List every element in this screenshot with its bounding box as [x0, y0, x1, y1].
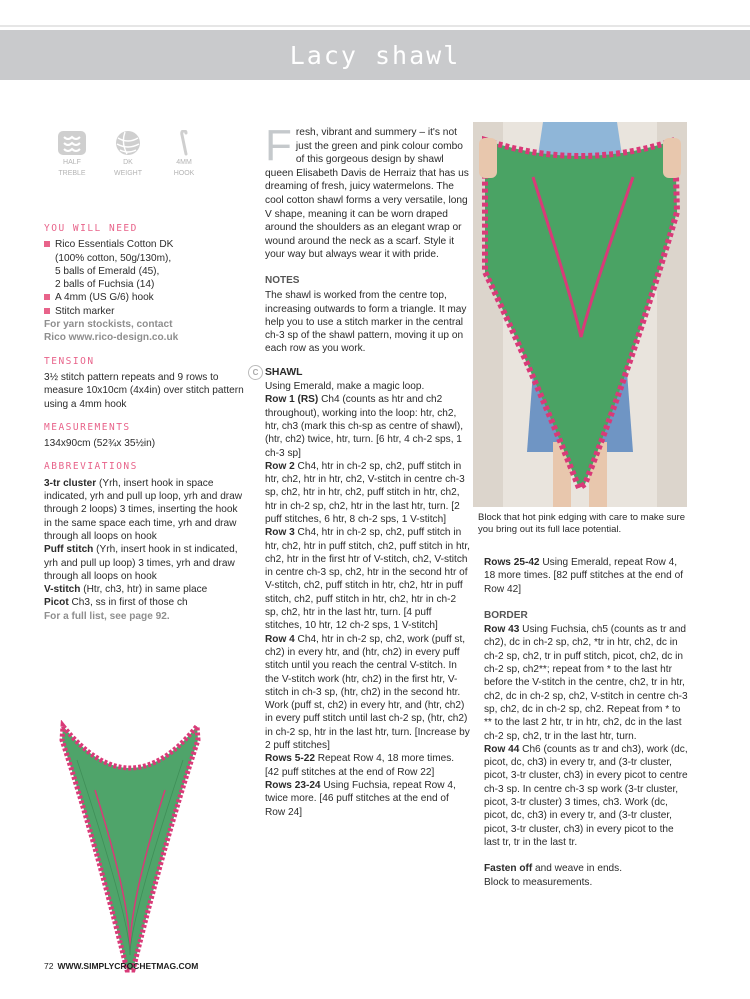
row-4: Row 4 Ch4, htr in ch-2 sp, ch2, work (puff st, ch2) in every htr, and (htr, ch2) in every puff stitch until you reach the central V-stitch. In the V-stitch work (htr, ch2) in the first htr, V-stitch in ch-3 sp, (htr, ch2) in the second htr. Work (puff st, ch2) in every htr, and (htr, ch2) in every puff stitch until last ch-2 sp, (htr, ch2) in ch-2 sp, htr in the last htr, turn. [Increase by 2 puff stitches] [265, 633, 470, 752]
page-number: 72 [44, 961, 54, 971]
materials-yarn-fuchsia: 2 balls of Fuchsia (14) [55, 279, 155, 291]
badge-label: WEIGHT [114, 170, 142, 177]
badge-row [48, 130, 208, 188]
title-band [0, 30, 750, 80]
stockists-line: For yarn stockists, contact [44, 319, 173, 331]
badge-label: HOOK [173, 170, 195, 177]
row-3: Row 3 Ch4, htr in ch-2 sp, ch2, puff stitch in htr, ch2, htr in puff stitch, ch2, puff stitch in htr, ch2, htr in the first htr of V-stitch, ch2, V-stitch in centre ch-3 sp, ch2, htr in the second htr of V-stitch, ch2, puff stitch in htr, ch2, htr in puff stitch, ch2, puff stitch in htr, ch2, htr in ch-2 sp, ch2, htr in the last htr, turn. [4 puff stitches, 10 htr, 12 ch-2 sps, 1 V-stitch] [265, 527, 470, 632]
model-photo-art [473, 122, 687, 507]
flat-shawl-image [55, 720, 205, 980]
measurements-text: 134x90cm (52¾x 35½in) [44, 438, 156, 450]
middle-column [252, 121, 470, 819]
materials-item [44, 238, 244, 291]
notes-text: The shawl is worked from the centre top, increasing outwards to form a triangle. It may help you to use a stitch marker in the central ch-3 sp of the shawl pattern, moving it up on each row as you work. [265, 290, 467, 355]
drop-cap: F [265, 121, 292, 170]
top-rule [0, 25, 750, 27]
hook-stitch-icon [57, 130, 87, 156]
measurements-heading: MEASUREMENTS [44, 421, 131, 433]
rows-25-42: Rows 25-42 Using Emerald, repeat Row 4, 18 more times. [82 puff stitches at the end of Row 42] [484, 557, 683, 595]
badge-label: DK [123, 159, 133, 166]
model-photo [473, 122, 687, 507]
badge-label: HALF [63, 159, 81, 166]
bullet-square-icon [44, 241, 50, 247]
materials-yarn: Rico Essentials Cotton DK [55, 239, 174, 251]
badge-4mm-hook [160, 130, 208, 188]
shawl-start: Using Emerald, make a magic loop. [265, 381, 425, 393]
row-1: Row 1 (RS) Ch4 (counts as htr and ch2 throughout), working into the loop: htr, ch2, htr, ch3 (mark this ch-sp as centre of shawl), (htr, ch2) twice, htr, turn. [6 htr, 4 ch-2 sps, 1 ch-3 sp] [265, 394, 464, 459]
crochet-hook-icon [169, 130, 199, 156]
abbr-item: Puff stitch (Yrh, insert hook in st indicated, yrh and pull up loop) 3 times, yrh and draw through all loops on hook [44, 544, 238, 582]
materials-yarn-detail: (100% cotton, 50g/130m), [55, 252, 172, 264]
right-column [484, 556, 690, 889]
materials-yarn-emerald: 5 balls of Emerald (45), [55, 265, 160, 277]
page-title: Lacy shawl [289, 40, 461, 70]
you-will-need-heading: YOU WILL NEED [44, 223, 138, 234]
intro-paragraph: Fresh, vibrant and summery – it's not just the green and pink colour combo of this gorgeous design by shawl queen Elisabeth Davis de Herraiz that has us dreaming of fresh, juicy watermelons. The cool cotton shawl forms a very versatile, long V shape, meaning it can be worn draped around the shoulders as an elegant wrap or wound around the neck as a scarf. Style it your way but always wear it with pride. [265, 121, 469, 261]
materials-item [44, 305, 244, 318]
full-list-link[interactable]: For a full list, see page 92. [44, 610, 170, 622]
photo-caption: Block that hot pink edging with care to make sure you bring out its full lace potential. [478, 512, 686, 535]
shawl-heading: C SHAWL [265, 366, 470, 379]
badge-label: 4MM [176, 159, 192, 166]
footer-url[interactable]: WWW.SIMPLYCROCHETMAG.COM [57, 961, 199, 971]
badge-label: TREBLE [58, 170, 86, 177]
row-43: Row 43 Using Fuchsia, ch5 (counts as tr and ch2), dc in ch-2 sp, ch2, *tr in htr, ch2, dc in ch-2 sp, ch2, tr in puff stitch, picot, ch2, dc in ch-2 sp, ch2**; repeat from * to the last htr before the V-stitch in the centre, ch2, tr in htr, ch2, dc in ch-2 sp, ch2, V-stitch in centre ch-3 sp, ch2, dc in ch-2 sp, ch2. Repeat from * to ** to the last 2 htr, tr in htr, ch2, dc in the last ch-2 sp, ch2, tr in the last htr, turn. [484, 624, 688, 742]
tension-text: 3½ stitch pattern repeats and 9 rows to measure 10x10cm (4x4in) over stitch pattern using a 4mm hook [44, 371, 244, 410]
rows-23-24: Rows 23-24 Using Fuchsia, repeat Row 4, twice more. [46 puff stitches at the end of Row 24] [265, 779, 456, 818]
page-footer [44, 961, 198, 971]
crochet-symbol-icon: C [248, 365, 263, 380]
abbr-item: 3-tr cluster (Yrh, insert hook in space indicated, yrh and pull up loop, yrh and draw through 2 loops) 3 times, inserting the hook in the same space each time, yrh and draw through all loops on hook [44, 477, 243, 542]
tension-heading: TENSION [44, 355, 95, 367]
abbreviations-list [44, 477, 244, 623]
badge-half-treble [48, 130, 96, 188]
row-44: Row 44 Ch6 (counts as tr and ch3), work (dc, picot, dc, ch3) in every tr, and (3-tr cluster, picot, 3-tr cluster, ch3) in every picot to centre ch-3 sp. In centre ch-3 sp work (3-tr cluster, picot, 3-tr cluster) 3 times, ch3. Work (dc, picot, dc, ch3) in every tr, and (3-tr cluster, picot, 3-tr cluster, ch3) in every picot to the last tr, tr in the last tr. [484, 743, 688, 848]
fasten-off: Fasten off and weave in ends. [484, 863, 623, 875]
badge-dk-weight [104, 130, 152, 188]
bullet-square-icon [44, 308, 50, 314]
rows-5-22: Rows 5-22 Repeat Row 4, 18 more times. [42 puff stitches at the end of Row 22] [265, 753, 455, 778]
abbreviations-heading: ABBREVIATIONS [44, 461, 138, 473]
row-2: Row 2 Ch4, htr in ch-2 sp, ch2, puff stitch in htr, ch2, htr in htr, ch2, V-stitch in centre ch-3 sp, ch2, htr in htr, ch2, puff stitch in htr, ch2, htr in ch-2 sp, ch2, htr in the last htr, turn. [2 puff stitches, 6 htr, 8 ch-2 sps, 1 V-stitch] [265, 460, 465, 525]
bullet-square-icon [44, 294, 50, 300]
left-column [44, 222, 244, 623]
abbr-item: V-stitch (Htr, ch3, htr) in same place [44, 584, 208, 596]
yarn-ball-icon [113, 130, 143, 156]
stockists-link[interactable]: Rico www.rico-design.co.uk [44, 332, 179, 344]
block-instruction: Block to measurements. [484, 876, 593, 888]
border-heading: BORDER [484, 609, 528, 621]
materials-item [44, 291, 244, 304]
materials-hook: A 4mm (US G/6) hook [55, 292, 154, 304]
materials-marker: Stitch marker [55, 305, 115, 317]
notes-heading: NOTES [265, 274, 300, 286]
abbr-item: Picot Ch3, ss in first of those ch [44, 597, 188, 609]
